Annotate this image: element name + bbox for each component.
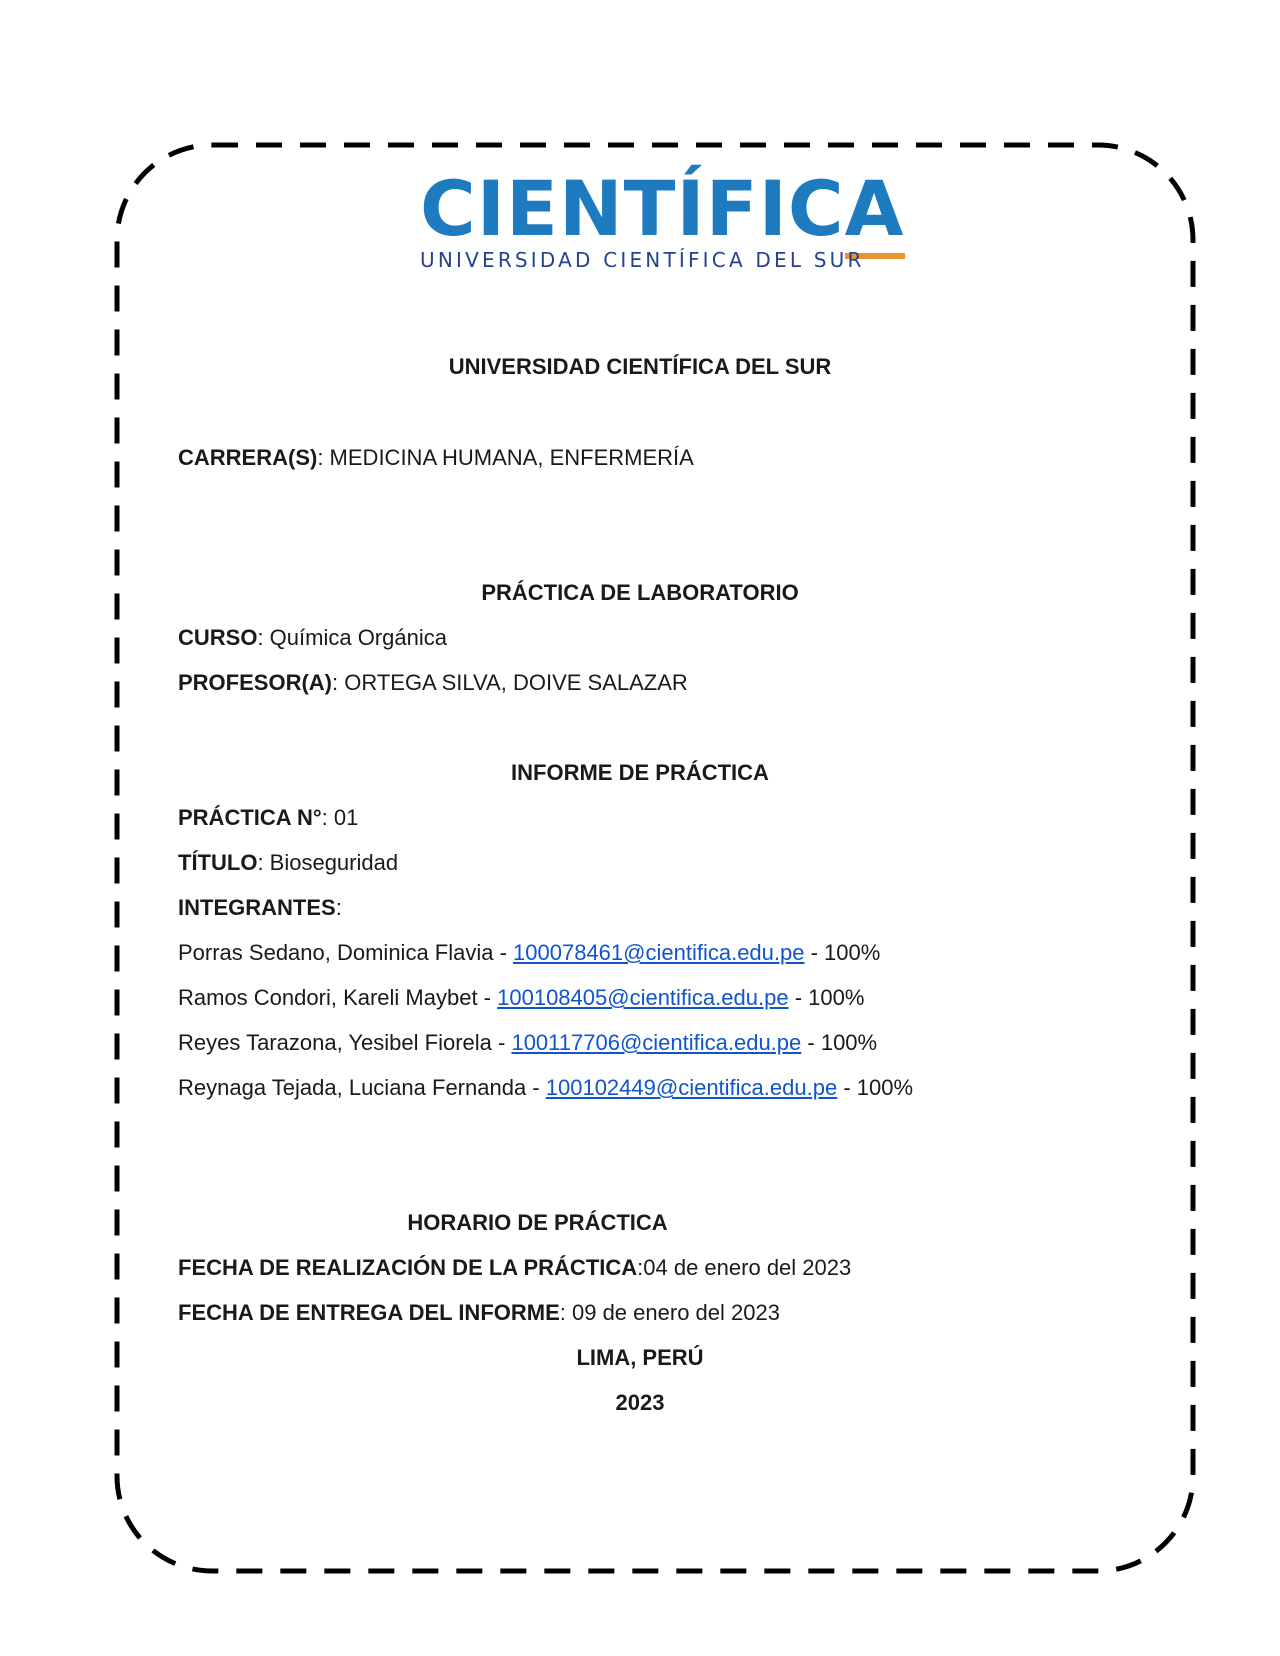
fecha-entrega-label: FECHA DE ENTREGA DEL INFORME: [178, 1300, 560, 1325]
carrera-line: [178, 445, 694, 471]
member-percentage: - 100%: [788, 985, 865, 1010]
practica-laboratorio-heading: PRÁCTICA DE LABORATORIO: [481, 580, 799, 605]
curso-line: [178, 625, 447, 651]
member-percentage: - 100%: [804, 940, 881, 965]
member-email-link[interactable]: 100108405@cientifica.edu.pe: [497, 985, 789, 1010]
carrera-label: CARRERA(S): [178, 445, 318, 470]
fecha-entrega-line: [178, 1300, 780, 1326]
member-percentage: - 100%: [801, 1030, 878, 1055]
fecha-realizacion-value: :04 de enero del 2023: [637, 1255, 852, 1280]
fecha-realizacion-label: FECHA DE REALIZACIÓN DE LA PRÁCTICA: [178, 1255, 638, 1280]
profesor-label: PROFESOR(A): [178, 670, 332, 695]
integrantes-line: INTEGRANTES:: [178, 895, 342, 920]
curso-label: CURSO: [178, 625, 258, 650]
member-email-link[interactable]: 100102449@cientifica.edu.pe: [545, 1075, 838, 1100]
year-line: 2023: [615, 1390, 665, 1415]
member-name: Ramos Condori, Kareli Maybet -: [178, 985, 498, 1010]
integrantes-label: INTEGRANTES: [178, 895, 336, 920]
city-line: LIMA, PERÚ: [576, 1345, 704, 1370]
university-title: UNIVERSIDAD CIENTÍFICA DEL SUR: [448, 354, 832, 379]
carrera-value: : MEDICINA HUMANA, ENFERMERÍA: [317, 445, 694, 470]
member-name: Reyes Tarazona, Yesibel Fiorela -: [178, 1030, 512, 1055]
member-name: Reynaga Tejada, Luciana Fernanda -: [178, 1075, 546, 1100]
curso-value: : Química Orgánica: [257, 625, 447, 650]
fecha-entrega-value: : 09 de enero del 2023: [559, 1300, 780, 1325]
profesor-line: [178, 670, 688, 696]
profesor-value: : ORTEGA SILVA, DOIVE SALAZAR: [332, 670, 688, 695]
member-email-link[interactable]: 100078461@cientifica.edu.pe: [513, 940, 805, 965]
fecha-realizacion-line: [178, 1255, 851, 1281]
logo-wordmark: CIENTÍFICA: [420, 172, 860, 246]
practica-num-value: : 01: [321, 805, 359, 830]
titulo-label: TÍTULO: [178, 850, 258, 875]
practica-num-label: PRÁCTICA N°: [178, 805, 322, 830]
cientifica-logo: [420, 164, 905, 272]
member-row: [178, 1075, 913, 1101]
member-row: [178, 940, 880, 966]
member-row: [178, 1030, 877, 1056]
titulo-line: [178, 850, 398, 876]
member-row: [178, 985, 864, 1011]
member-name: Porras Sedano, Dominica Flavia -: [178, 940, 514, 965]
informe-heading: INFORME DE PRÁCTICA: [511, 760, 769, 785]
logo-tagline: UNIVERSIDAD CIENTÍFICA DEL SUR: [420, 248, 865, 272]
member-percentage: - 100%: [837, 1075, 914, 1100]
practica-num-line: [178, 805, 358, 831]
horario-heading: HORARIO DE PRÁCTICA: [407, 1210, 668, 1235]
titulo-value: : Bioseguridad: [257, 850, 399, 875]
logo-accent-letter: A: [845, 164, 905, 259]
member-email-link[interactable]: 100117706@cientifica.edu.pe: [511, 1030, 802, 1055]
